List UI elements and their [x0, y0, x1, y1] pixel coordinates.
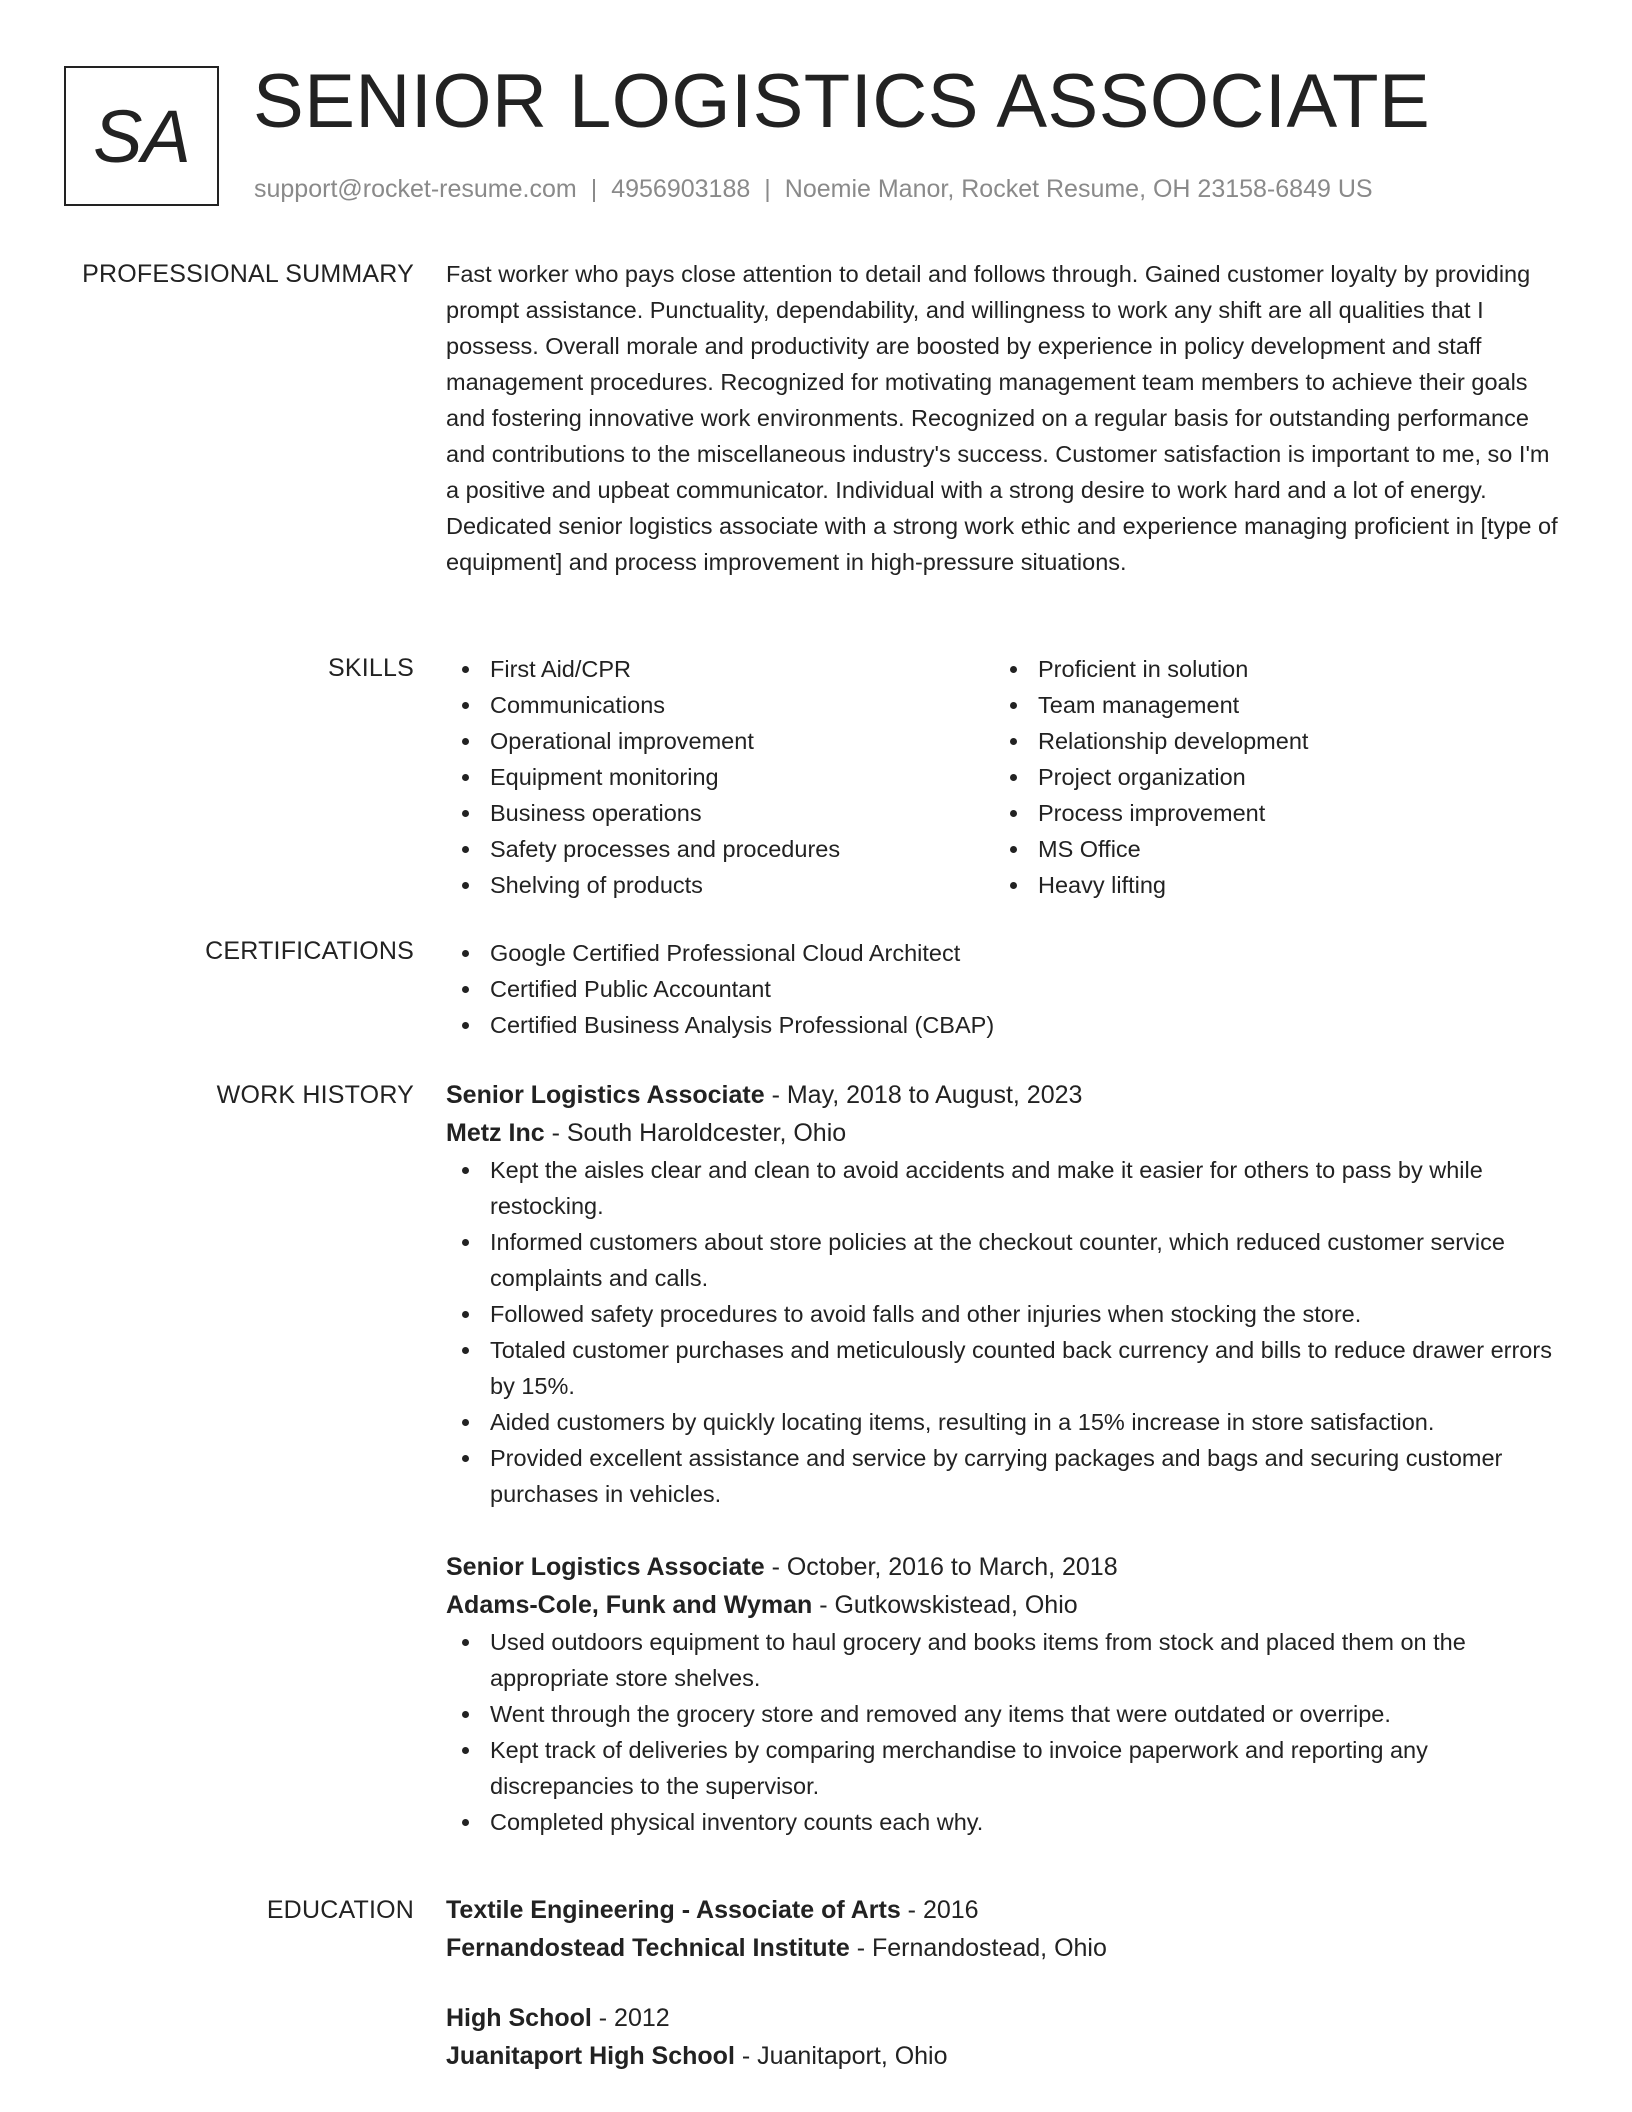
monogram-badge [64, 66, 219, 206]
job-company-line [446, 1586, 1558, 1624]
education-body [446, 1891, 1558, 2107]
education-degree-line [446, 1999, 1558, 2037]
certifications-body [446, 935, 1558, 1043]
job-company-line [446, 1114, 1558, 1152]
contact-address: Noemie Manor, Rocket Resume, OH 23158-6849 US [784, 175, 1373, 203]
list-item: Totaled customer purchases and meticulously counted back currency and bills to reduce drawer errors by 15%. [446, 1332, 1558, 1404]
education-degree: Textile Engineering - Associate of Arts [446, 1896, 901, 1924]
section-label-education: EDUCATION [266, 1896, 414, 1924]
job-title-line [446, 1076, 1558, 1114]
list-item: Kept the aisles clear and clean to avoid accidents and make it easier for others to pass by while restocking. [446, 1152, 1558, 1224]
job-company: Metz Inc [446, 1119, 545, 1147]
contact-separator: | [764, 175, 771, 203]
list-item: Safety processes and procedures [446, 831, 994, 867]
education-degree-line [446, 1891, 1558, 1929]
skills-body [446, 651, 1558, 903]
section-label-work: WORK HISTORY [216, 1081, 414, 1109]
education-entry [446, 1999, 1558, 2075]
list-item: Communications [446, 687, 994, 723]
job-title: Senior Logistics Associate [446, 1081, 765, 1109]
job-bullets [446, 1152, 1558, 1512]
job-location: - Gutkowskistead, Ohio [812, 1591, 1078, 1619]
list-item: Team management [994, 687, 1542, 723]
section-label-skills: SKILLS [328, 654, 414, 682]
section-label-certifications: CERTIFICATIONS [205, 937, 414, 965]
list-item: Certified Business Analysis Professional (CBAP) [446, 1007, 1558, 1043]
certifications-list [446, 935, 1558, 1043]
list-item: Operational improvement [446, 723, 994, 759]
job-title-line [446, 1548, 1558, 1586]
summary-text: Fast worker who pays close attention to detail and follows through. Gained customer loyalty by providing prompt assistance. Punctuality, dependability, and willingness to work any shift are all qualities that I possess. Overall morale and productivity are boosted by experience in policy development and staff management procedures. Recognized for motivating management team members to achieve their goals and fostering innovative work environments. Recognized on a regular basis for outstanding performance and contributions to the miscellaneous industry's success. Customer satisfaction is important to me, so I'm a positive and upbeat communicator. Individual with a strong desire to work hard and a lot of energy. Dedicated senior logistics associate with a strong work ethic and experience managing proficient in [type of equipment] and process improvement in high-pressure situations. [446, 261, 1558, 575]
list-item: Proficient in solution [994, 651, 1542, 687]
education-location: - Juanitaport, Ohio [734, 2042, 948, 2070]
skills-list-left [446, 651, 994, 903]
list-item: Shelving of products [446, 867, 994, 903]
list-item: Business operations [446, 795, 994, 831]
list-item: First Aid/CPR [446, 651, 994, 687]
education-location: - Fernandostead, Ohio [849, 1934, 1107, 1962]
resume-title: SENIOR LOGISTICS ASSOCIATE [253, 59, 1431, 144]
job-location: - South Haroldcester, Ohio [544, 1119, 847, 1147]
contact-separator: | [590, 175, 598, 203]
job-entry [446, 1548, 1558, 1840]
education-degree: High School [446, 2004, 592, 2032]
section-label-summary: PROFESSIONAL SUMMARY [82, 260, 414, 288]
summary-body [446, 256, 1558, 580]
list-item: Process improvement [994, 795, 1542, 831]
job-entry [446, 1076, 1558, 1512]
list-item: Provided excellent assistance and service by carrying packages and bags and securing customer purchases in vehicles. [446, 1440, 1558, 1512]
contact-line [254, 174, 1373, 204]
list-item: Completed physical inventory counts each why. [446, 1804, 1558, 1840]
list-item: Certified Public Accountant [446, 971, 1558, 1007]
list-item: Aided customers by quickly locating items, resulting in a 15% increase in store satisfaction. [446, 1404, 1558, 1440]
job-dates: - October, 2016 to March, 2018 [764, 1553, 1118, 1581]
list-item: Informed customers about store policies at the checkout counter, which reduced customer service complaints and calls. [446, 1224, 1558, 1296]
education-entry [446, 1891, 1558, 1967]
job-dates: - May, 2018 to August, 2023 [764, 1081, 1083, 1109]
work-history-body [446, 1076, 1558, 1876]
list-item: Google Certified Professional Cloud Architect [446, 935, 1558, 971]
education-year: - 2012 [591, 2004, 670, 2032]
contact-phone[interactable]: 4956903188 [611, 175, 751, 203]
list-item: Relationship development [994, 723, 1542, 759]
list-item: Followed safety procedures to avoid falls and other injuries when stocking the store. [446, 1296, 1558, 1332]
list-item: Used outdoors equipment to haul grocery and books items from stock and placed them on the appropriate store shelves. [446, 1624, 1558, 1696]
monogram-initials: SA [93, 94, 190, 178]
list-item: Equipment monitoring [446, 759, 994, 795]
list-item: Kept track of deliveries by comparing merchandise to invoice paperwork and reporting any discrepancies to the supervisor. [446, 1732, 1558, 1804]
list-item: Heavy lifting [994, 867, 1542, 903]
list-item: Project organization [994, 759, 1542, 795]
job-bullets [446, 1624, 1558, 1840]
job-title: Senior Logistics Associate [446, 1553, 765, 1581]
skills-list-right [994, 651, 1542, 903]
skills-grid [446, 651, 1558, 903]
education-school-line [446, 1929, 1558, 1967]
education-year: - 2016 [900, 1896, 979, 1924]
list-item: MS Office [994, 831, 1542, 867]
education-school: Juanitaport High School [446, 2042, 735, 2070]
contact-email[interactable]: support@rocket-resume.com [254, 175, 577, 203]
education-school-line [446, 2037, 1558, 2075]
education-school: Fernandostead Technical Institute [446, 1934, 850, 1962]
list-item: Went through the grocery store and removed any items that were outdated or overripe. [446, 1696, 1558, 1732]
job-company: Adams-Cole, Funk and Wyman [446, 1591, 813, 1619]
